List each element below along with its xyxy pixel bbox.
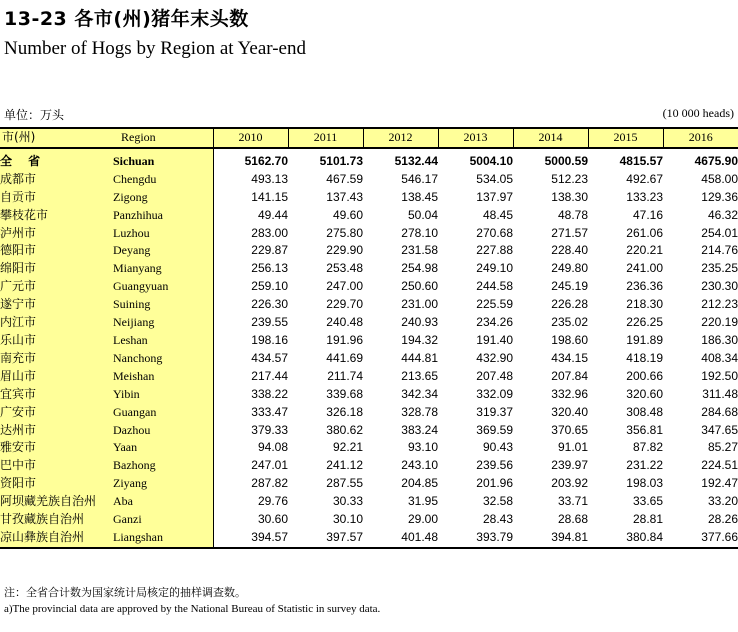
cell-value: 243.10 (401, 458, 438, 473)
cell-value: 211.74 (327, 368, 363, 383)
cell-city: 巴中市 (0, 457, 113, 475)
cell-value: 244.58 (476, 279, 513, 294)
cell-value: 198.16 (251, 332, 288, 347)
cell-value: 270.68 (476, 225, 513, 240)
cell-value: 229.90 (326, 243, 363, 258)
table-row (0, 475, 738, 493)
cell-region: Yibin (113, 386, 213, 404)
cell-city: 乐山市 (0, 332, 113, 350)
cell-value: 254.98 (401, 261, 438, 276)
cell-value: 192.50 (701, 368, 738, 383)
cell-value: 546.17 (401, 171, 438, 186)
cell-value: 347.65 (701, 422, 738, 437)
cell-region: Deyang (113, 242, 213, 260)
cell-region: Leshan (113, 332, 213, 350)
cell-city: 阿坝藏羌族自治州 (0, 493, 113, 511)
cell-value: 213.65 (401, 368, 438, 383)
page-title-chinese: 13-23 各市(州)猪年末头数 (4, 8, 249, 30)
cell-value: 138.45 (401, 189, 438, 204)
cell-region: Ganzi (113, 511, 213, 529)
cell-value: 250.60 (401, 279, 438, 294)
table-row (0, 529, 738, 548)
cell-city: 宜宾市 (0, 386, 113, 404)
cell-city: 南充市 (0, 350, 113, 368)
cell-value: 133.23 (626, 189, 663, 204)
cell-value: 32.58 (482, 494, 513, 509)
cell-value: 249.80 (551, 261, 588, 276)
table-row (0, 278, 738, 296)
cell-value: 239.55 (251, 315, 288, 330)
hogs-table (0, 127, 738, 549)
cell-city: 雅安市 (0, 439, 113, 457)
cell-value: 228.40 (551, 243, 588, 258)
cell-value: 5132.44 (394, 153, 438, 168)
cell-value: 90.43 (482, 440, 513, 455)
cell-value: 377.66 (701, 529, 738, 544)
cell-value: 224.51 (701, 458, 738, 473)
table-row (0, 260, 738, 278)
cell-value: 93.10 (407, 440, 438, 455)
cell-value: 191.89 (626, 332, 663, 347)
table-row-total (0, 148, 738, 171)
cell-region: Guangan (113, 404, 213, 422)
cell-value: 287.55 (326, 476, 363, 491)
header-year: 2014 (513, 128, 588, 148)
cell-value: 241.00 (626, 261, 663, 276)
cell-region: Ziyang (113, 475, 213, 493)
table-row (0, 314, 738, 332)
cell-value: 191.96 (326, 332, 363, 347)
table-row (0, 350, 738, 368)
cell-value: 241.12 (326, 458, 363, 473)
cell-city: 内江市 (0, 314, 113, 332)
cell-value: 33.65 (632, 494, 663, 509)
cell-value: 203.92 (551, 476, 588, 491)
cell-value: 30.60 (257, 512, 288, 527)
cell-value: 249.10 (476, 261, 513, 276)
cell-value: 5101.73 (319, 153, 363, 168)
cell-city: 攀枝花市 (0, 207, 113, 225)
cell-value: 247.01 (251, 458, 288, 473)
cell-value: 217.44 (251, 368, 288, 383)
cell-value: 28.43 (482, 512, 513, 527)
cell-region: Liangshan (113, 529, 213, 548)
cell-value: 432.90 (476, 350, 513, 365)
unit-label-chinese: 单位：万头 (4, 108, 65, 122)
cell-value: 397.57 (326, 529, 363, 544)
table-row (0, 511, 738, 529)
cell-value: 380.84 (626, 529, 663, 544)
cell-value: 320.60 (626, 386, 663, 401)
table-row (0, 225, 738, 243)
cell-value: 254.01 (701, 225, 738, 240)
cell-value: 137.43 (326, 189, 363, 204)
cell-value: 229.87 (251, 243, 288, 258)
cell-value: 231.00 (401, 297, 438, 312)
cell-value: 418.19 (626, 350, 663, 365)
cell-city: 资阳市 (0, 475, 113, 493)
cell-value: 200.66 (626, 368, 663, 383)
cell-city: 德阳市 (0, 242, 113, 260)
cell-value: 394.57 (251, 529, 288, 544)
cell-value: 444.81 (401, 350, 438, 365)
cell-region: Chengdu (113, 171, 213, 189)
cell-value: 33.20 (707, 494, 738, 509)
cell-value: 218.30 (626, 297, 663, 312)
cell-value: 383.24 (401, 422, 438, 437)
cell-value: 4815.57 (619, 153, 663, 168)
cell-value: 29.00 (407, 512, 438, 527)
table-body (0, 148, 738, 548)
table-row (0, 332, 738, 350)
cell-value: 320.40 (551, 404, 588, 419)
header-year: 2011 (288, 128, 363, 148)
footnote-chinese: 注：全省合计数为国家统计局核定的抽样调查数。 (4, 586, 246, 599)
cell-value: 94.08 (257, 440, 288, 455)
cell-region: Guangyuan (113, 278, 213, 296)
cell-value: 28.26 (707, 512, 738, 527)
cell-value: 92.21 (332, 440, 363, 455)
cell-value: 214.76 (701, 243, 738, 258)
cell-value: 28.68 (557, 512, 588, 527)
cell-value: 49.44 (257, 207, 288, 222)
cell-value: 226.30 (251, 297, 288, 312)
cell-city: 遂宁市 (0, 296, 113, 314)
cell-value: 141.15 (251, 189, 288, 204)
table-row (0, 422, 738, 440)
cell-value: 29.76 (257, 494, 288, 509)
cell-region: Neijiang (113, 314, 213, 332)
cell-value: 275.80 (326, 225, 363, 240)
table-row (0, 457, 738, 475)
cell-value: 186.30 (701, 332, 738, 347)
cell-value: 338.22 (251, 386, 288, 401)
cell-value: 261.06 (626, 225, 663, 240)
header-year: 2010 (213, 128, 288, 148)
cell-city: 自贡市 (0, 189, 113, 207)
cell-value: 227.88 (476, 243, 513, 258)
cell-value: 31.95 (407, 494, 438, 509)
table-row (0, 404, 738, 422)
cell-value: 191.40 (476, 332, 513, 347)
cell-value: 458.00 (701, 171, 738, 186)
cell-value: 239.56 (476, 458, 513, 473)
cell-region: Bazhong (113, 457, 213, 475)
cell-value: 5000.59 (544, 153, 588, 168)
cell-value: 333.47 (251, 404, 288, 419)
cell-value: 201.96 (476, 476, 513, 491)
cell-value: 259.10 (251, 279, 288, 294)
cell-value: 311.48 (702, 386, 738, 401)
footnote-english: a)The provincial data are approved by the National Bureau of Statistic in survey data. (4, 603, 381, 615)
page-title-english: Number of Hogs by Region at Year-end (4, 38, 306, 59)
cell-city: 成都市 (0, 171, 113, 189)
table-row (0, 171, 738, 189)
cell-value: 138.30 (551, 189, 588, 204)
cell-value: 512.23 (551, 171, 588, 186)
table-row (0, 207, 738, 225)
cell-value: 194.32 (401, 332, 438, 347)
cell-region: Aba (113, 493, 213, 511)
cell-value: 198.03 (626, 476, 663, 491)
table-header-row (0, 128, 738, 148)
cell-region: Zigong (113, 189, 213, 207)
cell-value: 33.71 (557, 494, 588, 509)
cell-value: 332.09 (476, 386, 513, 401)
cell-value: 231.58 (401, 243, 438, 258)
cell-region: Panzhihua (113, 207, 213, 225)
cell-value: 308.48 (626, 404, 663, 419)
cell-value: 253.48 (326, 261, 363, 276)
cell-value: 5162.70 (244, 153, 288, 168)
cell-value: 332.96 (551, 386, 588, 401)
cell-value: 234.26 (476, 315, 513, 330)
cell-value: 137.97 (476, 189, 513, 204)
cell-value: 240.48 (326, 315, 363, 330)
cell-value: 287.82 (251, 476, 288, 491)
cell-value: 239.97 (551, 458, 588, 473)
cell-value: 47.16 (632, 207, 663, 222)
cell-value: 339.68 (326, 386, 363, 401)
cell-value: 5004.10 (469, 153, 513, 168)
table-row (0, 386, 738, 404)
cell-value: 225.59 (476, 297, 513, 312)
cell-value: 46.32 (707, 207, 738, 222)
cell-value: 370.65 (551, 422, 588, 437)
cell-value: 240.93 (401, 315, 438, 330)
cell-value: 48.45 (482, 207, 513, 222)
cell-region: Sichuan (113, 148, 213, 171)
cell-value: 379.33 (251, 422, 288, 437)
cell-value: 220.21 (626, 243, 663, 258)
table-row (0, 368, 738, 386)
cell-city: 绵阳市 (0, 260, 113, 278)
header-city: 市(州) (0, 128, 113, 148)
cell-value: 534.05 (476, 171, 513, 186)
table-row (0, 242, 738, 260)
cell-value: 492.67 (626, 171, 663, 186)
cell-region: Luzhou (113, 225, 213, 243)
cell-city: 泸州市 (0, 225, 113, 243)
cell-city: 广元市 (0, 278, 113, 296)
cell-value: 434.15 (551, 350, 588, 365)
cell-value: 91.01 (557, 440, 588, 455)
cell-value: 226.25 (626, 315, 663, 330)
header-region: Region (113, 128, 213, 148)
cell-value: 85.27 (707, 440, 738, 455)
cell-value: 28.81 (632, 512, 663, 527)
cell-value: 87.82 (632, 440, 663, 455)
table-row (0, 296, 738, 314)
cell-value: 271.57 (551, 225, 588, 240)
cell-value: 319.37 (476, 404, 513, 419)
cell-value: 408.34 (701, 350, 738, 365)
cell-value: 342.34 (401, 386, 438, 401)
cell-value: 326.18 (326, 404, 363, 419)
cell-value: 283.00 (251, 225, 288, 240)
cell-value: 493.13 (251, 171, 288, 186)
cell-value: 247.00 (326, 279, 363, 294)
unit-label-english: (10 000 heads) (662, 106, 734, 120)
cell-value: 229.70 (326, 297, 363, 312)
cell-value: 380.62 (326, 422, 363, 437)
header-year: 2016 (663, 128, 738, 148)
cell-value: 235.02 (551, 315, 588, 330)
cell-value: 30.10 (332, 512, 363, 527)
cell-value: 30.33 (332, 494, 363, 509)
cell-value: 204.85 (401, 476, 438, 491)
cell-value: 50.04 (407, 207, 438, 222)
header-year: 2012 (363, 128, 438, 148)
cell-value: 278.10 (401, 225, 438, 240)
cell-value: 401.48 (401, 529, 438, 544)
cell-value: 245.19 (551, 279, 588, 294)
cell-value: 356.81 (626, 422, 663, 437)
cell-region: Suining (113, 296, 213, 314)
cell-value: 256.13 (251, 261, 288, 276)
cell-region: Dazhou (113, 422, 213, 440)
table-row (0, 439, 738, 457)
cell-value: 394.81 (551, 529, 588, 544)
cell-value: 226.28 (551, 297, 588, 312)
cell-value: 235.25 (701, 261, 738, 276)
cell-value: 328.78 (401, 404, 438, 419)
cell-value: 220.19 (701, 315, 738, 330)
cell-value: 230.30 (701, 279, 738, 294)
cell-city: 全 省 (0, 148, 113, 171)
cell-value: 393.79 (476, 529, 513, 544)
cell-city: 凉山彝族自治州 (0, 529, 113, 548)
cell-value: 192.47 (701, 476, 738, 491)
cell-value: 467.59 (326, 171, 363, 186)
cell-city: 甘孜藏族自治州 (0, 511, 113, 529)
header-year: 2013 (438, 128, 513, 148)
cell-region: Yaan (113, 439, 213, 457)
cell-value: 441.69 (326, 350, 363, 365)
cell-value: 48.78 (557, 207, 588, 222)
cell-city: 广安市 (0, 404, 113, 422)
cell-value: 198.60 (551, 332, 588, 347)
cell-region: Meishan (113, 368, 213, 386)
cell-value: 49.60 (332, 207, 363, 222)
cell-value: 212.23 (701, 297, 738, 312)
cell-value: 231.22 (626, 458, 663, 473)
cell-value: 129.36 (701, 189, 738, 204)
table-row (0, 493, 738, 511)
cell-value: 207.48 (476, 368, 513, 383)
cell-city: 达州市 (0, 422, 113, 440)
cell-value: 4675.90 (694, 153, 738, 168)
cell-value: 284.68 (701, 404, 738, 419)
table-row (0, 189, 738, 207)
cell-value: 207.84 (551, 368, 588, 383)
cell-value: 369.59 (476, 422, 513, 437)
header-year: 2015 (588, 128, 663, 148)
cell-value: 236.36 (626, 279, 663, 294)
cell-value: 434.57 (251, 350, 288, 365)
cell-region: Nanchong (113, 350, 213, 368)
cell-city: 眉山市 (0, 368, 113, 386)
cell-region: Mianyang (113, 260, 213, 278)
